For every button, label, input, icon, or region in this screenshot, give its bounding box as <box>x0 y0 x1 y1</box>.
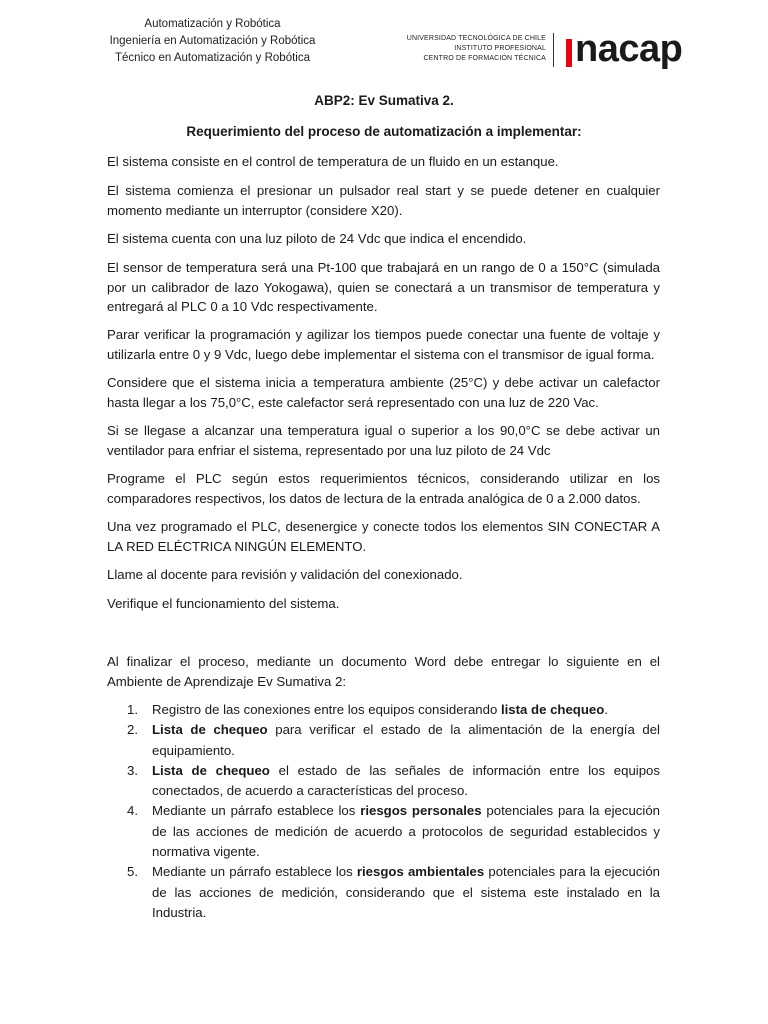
paragraph-8: Programe el PLC según estos requerimientos técnicos, considerando utilizar en los comparadores respectivos, los datos de lectura de la entrada analógica de 0 a 2.000 datos. <box>107 471 660 506</box>
paragraph-7: Si se llegase a alcanzar una temperatura igual o superior a los 90,0°C se debe activar un ventilador para enfriar el sistema, representado por una luz piloto de 24 Vdc <box>107 423 660 458</box>
header-line-1: Automatización y Robótica <box>144 18 281 30</box>
list-bold-text: Lista de chequeo <box>152 722 268 738</box>
paragraph-3: El sistema cuenta con una luz piloto de 24 Vdc que indica el encendido. <box>107 231 527 246</box>
institution-line-2: INSTITUTO PROFESIONAL <box>454 45 546 52</box>
paragraph-10: Llame al docente para revisión y validación del conexionado. <box>107 567 463 582</box>
list-bold-text: lista de chequeo <box>500 702 605 717</box>
list-text: Registro de las conexiones entre los equipos considerando <box>152 702 501 717</box>
list-number: 1. <box>127 702 138 717</box>
paragraph-12: Al finalizar el proceso, mediante un documento Word debe entregar lo siguiente en el Ambiente de Aprendizaje Ev Sumativa 2: <box>107 654 660 689</box>
list-text: potenciales para la ejecución de las acciones de medición, considerando que el sistema este instalado en la Industria. <box>152 864 660 920</box>
list-item <box>107 700 660 720</box>
logo-wordmark: nacap <box>575 28 683 70</box>
document-subtitle: Requerimiento del proceso de automatización a implementar: <box>186 124 582 139</box>
institution-line-3: CENTRO DE FORMACIÓN TÉCNICA <box>423 55 546 62</box>
header-line-2: Ingeniería en Automatización y Robótica <box>109 35 316 47</box>
paragraph-4: El sensor de temperatura será una Pt-100 que trabajará en un rango de 0 a 150°C (simulada por un calibrador de lazo Yokogawa), quien se conectará a un transmisor de temperatura y entregará al PLC 0 a 10 Vdc respectivamente. <box>107 260 660 314</box>
list-bold-text: Lista de chequeo <box>152 762 270 778</box>
program-header <box>100 16 325 67</box>
paragraph-11: Verifique el funcionamiento del sistema. <box>107 596 340 611</box>
list-bold-text: riesgos personales <box>360 803 482 819</box>
list-number: 2. <box>127 722 138 738</box>
list-text: potenciales para la ejecución de las acciones de medición de acuerdo a protocolos de seguridad establecidos y normativa vigente. <box>152 803 661 860</box>
paragraph-6: Considere que el sistema inicia a temperatura ambiente (25°C) y debe activar un calefactor hasta llegar a los 75,0°C, este calefactor será representado con una luz de 220 Vac. <box>107 375 660 410</box>
paragraph-5: Parar verificar la programación y agilizar los tiempos puede conectar una fuente de voltaje y utilizarla entre 0 y 9 Vdc, luego debe implementar el sistema con el transmisor de igual forma. <box>107 327 660 362</box>
list-bold-text: riesgos ambientales <box>356 864 485 880</box>
deliverables-list <box>107 700 660 923</box>
list-item <box>107 801 660 862</box>
list-text: Mediante un párrafo establece los <box>152 864 357 880</box>
list-text: el estado de las señales de información entre los equipos conectados, de acuerdo a características del proceso. <box>152 762 660 799</box>
list-item <box>107 862 660 923</box>
institution-block <box>396 34 546 64</box>
paragraph-9: Una vez programado el PLC, desenergice y conecte todos los elementos SIN CONECTAR A LA RED ELÉCTRICA NINGÚN ELEMENTO. <box>107 519 660 554</box>
paragraph-1: El sistema consiste en el control de temperatura de un fluido en un estanque. <box>107 154 559 169</box>
list-item <box>107 720 660 761</box>
document-title: ABP2: Ev Sumativa 2. <box>314 93 454 108</box>
list-number: 3. <box>127 762 138 778</box>
institution-line-1: UNIVERSIDAD TECNOLÓGICA DE CHILE <box>406 35 546 42</box>
logo-red-bar <box>566 39 572 67</box>
paragraph-2: El sistema comienza el presionar un pulsador real start y se puede detener en cualquier momento mediante un interruptor (considere X20). <box>107 183 660 218</box>
list-text: Mediante un párrafo establece los <box>152 803 361 819</box>
list-number: 5. <box>127 864 138 880</box>
list-number: 4. <box>127 803 138 819</box>
list-text: . <box>604 702 608 717</box>
header-line-3: Técnico en Automatización y Robótica <box>115 52 310 64</box>
header-divider <box>553 33 554 67</box>
list-item <box>107 761 660 802</box>
inacap-logo <box>566 28 708 73</box>
list-text: para verificar el estado de la alimentación de la energía del equipamiento. <box>152 722 660 758</box>
